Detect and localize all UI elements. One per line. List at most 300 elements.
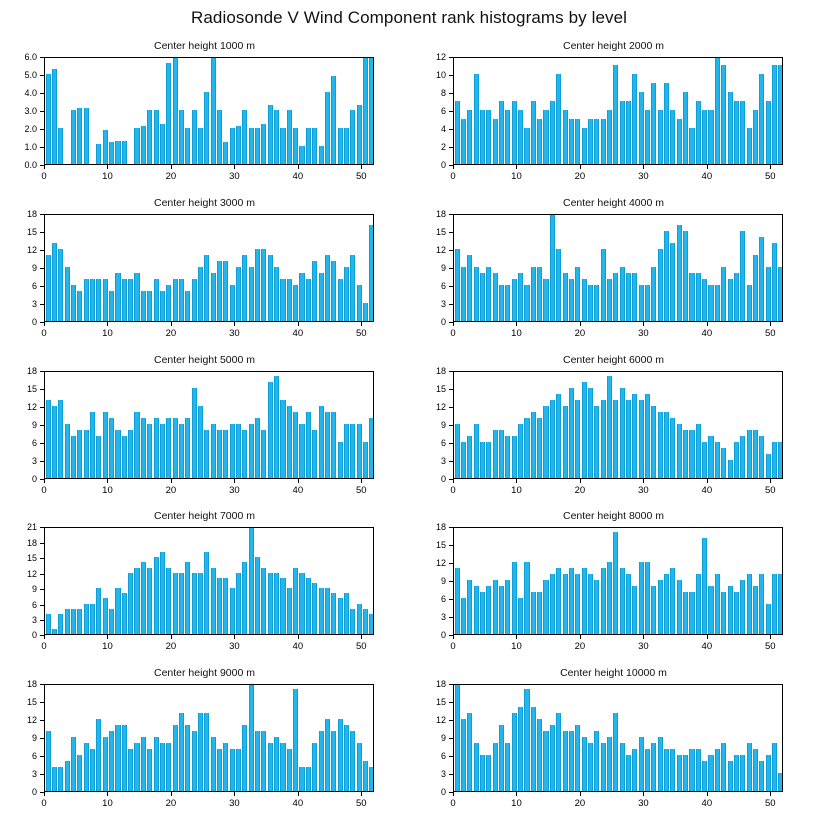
- bar: [734, 273, 739, 321]
- bar: [759, 237, 764, 321]
- bar: [461, 267, 466, 321]
- bar: [312, 583, 317, 634]
- y-axis-tick: [449, 407, 453, 408]
- x-axis-label: 20: [574, 327, 586, 339]
- bar: [601, 568, 606, 634]
- x-axis-label: 40: [701, 798, 713, 810]
- bar: [563, 406, 568, 478]
- bar: [154, 557, 159, 634]
- bar: [230, 128, 235, 164]
- bar: [312, 261, 317, 321]
- bar: [223, 430, 228, 478]
- bar: [46, 255, 51, 321]
- y-axis-label: 18: [26, 365, 37, 376]
- x-axis-tick: [44, 322, 45, 326]
- x-axis-label: 0: [450, 171, 456, 182]
- bar: [677, 580, 682, 634]
- bar: [766, 101, 771, 164]
- bar: [198, 128, 203, 164]
- bar: [280, 400, 285, 478]
- y-axis-tick: [449, 268, 453, 269]
- bar: [128, 279, 133, 321]
- y-axis-label: 2: [440, 142, 446, 152]
- bar: [166, 418, 171, 478]
- bar: [518, 424, 523, 478]
- bar: [319, 588, 324, 634]
- x-axis-label: 40: [701, 327, 713, 339]
- bar: [338, 279, 343, 321]
- x-axis-label: 10: [102, 171, 113, 182]
- panel-title: Center height 5000 m: [154, 353, 255, 366]
- bar: [569, 119, 574, 164]
- bar: [236, 749, 241, 791]
- bar: [242, 255, 247, 321]
- bar: [677, 225, 682, 321]
- bar: [249, 527, 254, 634]
- bar: [306, 767, 311, 791]
- bar: [721, 592, 726, 634]
- y-axis-tick: [40, 527, 44, 528]
- bar: [357, 604, 362, 635]
- bar: [115, 141, 120, 164]
- bar: [287, 406, 292, 478]
- x-axis-label: 20: [574, 798, 586, 810]
- x-axis-tick: [453, 479, 454, 483]
- y-axis-label: 15: [435, 697, 446, 708]
- bar: [772, 243, 777, 321]
- x-axis-label: 0: [450, 484, 456, 496]
- bar: [766, 454, 771, 478]
- x-axis-label: 40: [292, 798, 304, 810]
- chart-panel: [0, 667, 409, 824]
- bar: [613, 532, 618, 634]
- bar: [52, 69, 57, 164]
- bar: [499, 430, 504, 478]
- bar: [306, 412, 311, 478]
- bar: [524, 562, 529, 634]
- y-axis-label: 12: [26, 715, 37, 726]
- bar: [524, 285, 529, 321]
- bar: [474, 74, 479, 164]
- y-axis-tick: [449, 563, 453, 564]
- x-axis-label: 20: [165, 171, 177, 182]
- bar: [84, 279, 89, 321]
- bar: [531, 592, 536, 634]
- bar: [537, 267, 542, 321]
- y-axis-tick: [449, 684, 453, 685]
- bar: [96, 719, 101, 791]
- bar: [147, 291, 152, 321]
- bar: [543, 580, 548, 634]
- bar: [109, 609, 114, 635]
- bar: [702, 442, 707, 478]
- bar: [493, 430, 498, 478]
- bar: [740, 231, 745, 321]
- bar: [499, 586, 504, 634]
- bar: [531, 267, 536, 321]
- x-axis-tick: [453, 165, 454, 169]
- bar: [160, 124, 165, 164]
- bar: [255, 731, 260, 791]
- bar: [242, 430, 247, 478]
- bar: [588, 574, 593, 634]
- bar: [166, 285, 171, 321]
- bar: [651, 83, 656, 164]
- x-axis-label: 30: [638, 484, 649, 496]
- bar: [255, 418, 260, 478]
- bar-series: [45, 685, 373, 791]
- bar: [505, 285, 510, 321]
- bar: [242, 725, 247, 791]
- bar: [639, 737, 644, 791]
- bar: [204, 552, 209, 634]
- bar: [670, 749, 675, 791]
- bar: [306, 128, 311, 164]
- bar: [147, 568, 152, 635]
- y-axis-tick: [449, 147, 453, 148]
- bar: [480, 442, 485, 478]
- bar: [658, 412, 663, 478]
- bar: [728, 460, 733, 478]
- y-axis-label: 9: [440, 419, 446, 430]
- x-axis-label: 10: [511, 798, 522, 810]
- bar: [363, 442, 368, 478]
- bar: [122, 141, 127, 164]
- bar: [122, 279, 127, 321]
- bar: [268, 255, 273, 321]
- bar: [58, 249, 63, 321]
- x-axis-tick: [361, 635, 362, 639]
- x-axis-tick: [580, 322, 581, 326]
- bar: [141, 291, 146, 321]
- bar: [734, 592, 739, 634]
- bar: [696, 574, 701, 634]
- y-axis-tick: [40, 147, 44, 148]
- x-axis-label: 0: [450, 798, 456, 810]
- bar: [255, 128, 260, 164]
- y-axis-label: 9: [440, 262, 446, 273]
- x-axis-tick: [707, 165, 708, 169]
- bar: [268, 105, 273, 164]
- y-axis-tick: [40, 425, 44, 426]
- bar: [134, 568, 139, 635]
- bar: [601, 743, 606, 791]
- bar: [147, 110, 152, 164]
- y-axis-tick: [449, 111, 453, 112]
- bar: [331, 76, 336, 164]
- bar: [575, 574, 580, 634]
- y-axis-tick: [40, 268, 44, 269]
- bar: [461, 719, 466, 791]
- bar: [696, 424, 701, 478]
- bar: [772, 442, 777, 478]
- bar: [569, 388, 574, 478]
- x-axis-tick: [234, 479, 235, 483]
- bar: [505, 743, 510, 791]
- bar: [461, 442, 466, 478]
- bar: [486, 110, 491, 164]
- bar: [71, 609, 76, 635]
- bar: [90, 279, 95, 321]
- bar: [46, 74, 51, 164]
- x-axis-label: 20: [574, 171, 586, 182]
- bar: [185, 725, 190, 791]
- bar: [753, 255, 758, 321]
- bar: [306, 578, 311, 635]
- bar: [778, 574, 783, 634]
- bar: [363, 58, 368, 164]
- y-axis-label: 0: [440, 630, 446, 641]
- bar: [344, 128, 349, 164]
- plot-area: [44, 57, 374, 165]
- bar: [325, 412, 330, 478]
- plot-area: [44, 214, 374, 322]
- bar: [550, 214, 555, 321]
- bar: [543, 279, 548, 321]
- bar: [65, 424, 70, 478]
- bar: [474, 267, 479, 321]
- bar: [65, 609, 70, 635]
- x-axis-tick: [516, 322, 517, 326]
- y-axis-tick: [449, 389, 453, 390]
- bar: [211, 273, 216, 321]
- x-axis-tick: [171, 792, 172, 796]
- y-axis-label: 3: [31, 455, 37, 466]
- bar: [626, 400, 631, 478]
- bar: [363, 609, 368, 635]
- bar: [84, 430, 89, 478]
- bar: [236, 126, 241, 164]
- x-axis-label: 50: [356, 641, 367, 653]
- bar: [480, 273, 485, 321]
- bar: [96, 436, 101, 478]
- bar: [620, 388, 625, 478]
- x-axis-label: 0: [450, 641, 456, 653]
- bar: [734, 755, 739, 791]
- bar: [154, 279, 159, 321]
- bar: [518, 273, 523, 321]
- y-axis-tick: [449, 286, 453, 287]
- bar: [753, 430, 758, 478]
- chart-panel: [0, 354, 409, 511]
- chart-panel: [0, 510, 409, 667]
- bar: [128, 573, 133, 635]
- bar: [455, 249, 460, 321]
- plot-area: [44, 684, 374, 792]
- bar: [179, 573, 184, 635]
- bar: [512, 713, 517, 791]
- y-axis-label: 6.0: [24, 52, 37, 62]
- bar: [52, 767, 57, 791]
- bar: [198, 267, 203, 321]
- bar: [601, 119, 606, 164]
- bar: [192, 388, 197, 478]
- bar: [569, 279, 574, 321]
- y-axis-tick: [449, 527, 453, 528]
- y-axis-label: 9: [31, 733, 37, 744]
- bar: [338, 719, 343, 791]
- bar: [556, 713, 561, 791]
- y-axis-label: 18: [435, 365, 446, 376]
- y-axis-tick: [449, 57, 453, 58]
- bar: [467, 110, 472, 164]
- bar: [90, 604, 95, 635]
- y-axis-label: 6: [31, 280, 37, 291]
- y-axis-label: 6: [31, 437, 37, 448]
- y-axis-label: 21: [26, 522, 37, 533]
- bar: [274, 267, 279, 321]
- bar: [96, 144, 101, 164]
- bar: [103, 279, 108, 321]
- bar: [518, 707, 523, 791]
- x-axis-tick: [770, 792, 771, 796]
- bar: [747, 128, 752, 164]
- bar: [556, 249, 561, 321]
- x-axis-label: 0: [450, 327, 456, 339]
- bar: [582, 568, 587, 634]
- y-axis-label: 18: [26, 208, 37, 219]
- bar: [708, 285, 713, 321]
- y-axis-tick: [449, 738, 453, 739]
- bar: [550, 101, 555, 164]
- bar: [344, 424, 349, 478]
- y-axis-label: 12: [435, 401, 446, 412]
- bar: [58, 614, 63, 635]
- bar: [325, 255, 330, 321]
- bar: [71, 436, 76, 478]
- bar: [607, 737, 612, 791]
- bar: [331, 261, 336, 321]
- bar: [474, 424, 479, 478]
- bar: [192, 279, 197, 321]
- bar: [103, 737, 108, 791]
- bar: [518, 598, 523, 634]
- y-axis-label: 3: [440, 298, 446, 309]
- bar: [563, 731, 568, 791]
- bar: [109, 291, 114, 321]
- y-axis-label: 2.0: [24, 124, 37, 134]
- x-axis-tick: [44, 479, 45, 483]
- x-axis-label: 40: [701, 641, 713, 653]
- bar: [670, 110, 675, 164]
- bar: [512, 436, 517, 478]
- bar-series: [45, 215, 373, 321]
- x-axis-label: 30: [229, 327, 240, 339]
- x-axis-label: 0: [41, 641, 47, 653]
- y-axis-label: 0: [31, 316, 37, 327]
- bar: [505, 580, 510, 634]
- bar: [46, 731, 51, 791]
- bar: [338, 598, 343, 634]
- bar: [217, 110, 222, 164]
- bar: [179, 110, 184, 164]
- bar: [563, 273, 568, 321]
- x-axis-label: 50: [356, 327, 367, 339]
- bar: [740, 436, 745, 478]
- bar: [230, 588, 235, 634]
- bar: [588, 388, 593, 478]
- bar: [461, 598, 466, 634]
- y-axis-label: 6: [440, 437, 446, 448]
- bar: [173, 725, 178, 791]
- x-axis-tick: [770, 479, 771, 483]
- bar: [185, 418, 190, 478]
- bar: [753, 110, 758, 164]
- bar: [280, 743, 285, 791]
- bar: [331, 412, 336, 478]
- y-axis-label: 5.0: [24, 70, 37, 80]
- x-axis-tick: [171, 479, 172, 483]
- bar: [249, 424, 254, 478]
- y-axis-label: 12: [26, 568, 37, 579]
- panel-title: Center height 1000 m: [154, 40, 255, 52]
- y-axis-label: 12: [435, 52, 446, 62]
- y-axis-tick: [449, 461, 453, 462]
- bar: [645, 110, 650, 164]
- y-axis-label: 15: [26, 226, 37, 237]
- bar: [582, 279, 587, 321]
- bar: [211, 568, 216, 635]
- bar: [766, 604, 771, 634]
- panel-title: Center height 9000 m: [154, 667, 255, 680]
- bar: [728, 586, 733, 634]
- bar: [58, 128, 63, 164]
- x-axis-label: 50: [356, 798, 367, 810]
- x-axis-tick: [643, 635, 644, 639]
- bar: [122, 436, 127, 478]
- x-axis-label: 30: [229, 484, 240, 496]
- x-axis-label: 50: [765, 484, 776, 496]
- bar: [46, 614, 51, 635]
- bar: [96, 588, 101, 634]
- x-axis-tick: [580, 165, 581, 169]
- bar: [280, 279, 285, 321]
- bar: [312, 743, 317, 791]
- bar: [518, 110, 523, 164]
- plot-area: [44, 371, 374, 479]
- bar-series: [45, 528, 373, 634]
- bar: [563, 574, 568, 634]
- bar: [670, 243, 675, 321]
- bar: [588, 119, 593, 164]
- bar: [115, 273, 120, 321]
- bar: [715, 749, 720, 791]
- bar: [708, 755, 713, 791]
- bar: [230, 749, 235, 791]
- bar: [249, 684, 254, 791]
- bar: [772, 574, 777, 634]
- x-axis-tick: [234, 635, 235, 639]
- bar: [236, 424, 241, 478]
- bar: [338, 128, 343, 164]
- bar: [134, 743, 139, 791]
- bar: [185, 291, 190, 321]
- y-axis-tick: [40, 389, 44, 390]
- bar: [147, 424, 152, 478]
- bar: [357, 743, 362, 791]
- x-axis-label: 10: [511, 327, 522, 339]
- bar: [192, 573, 197, 635]
- y-axis-tick: [449, 774, 453, 775]
- y-axis-tick: [449, 371, 453, 372]
- bar: [325, 719, 330, 791]
- bar: [217, 430, 222, 478]
- y-axis-label: 6: [440, 106, 446, 116]
- x-axis-label: 30: [229, 171, 240, 182]
- x-axis-tick: [361, 792, 362, 796]
- x-axis-label: 40: [701, 484, 713, 496]
- y-axis-label: 15: [435, 383, 446, 394]
